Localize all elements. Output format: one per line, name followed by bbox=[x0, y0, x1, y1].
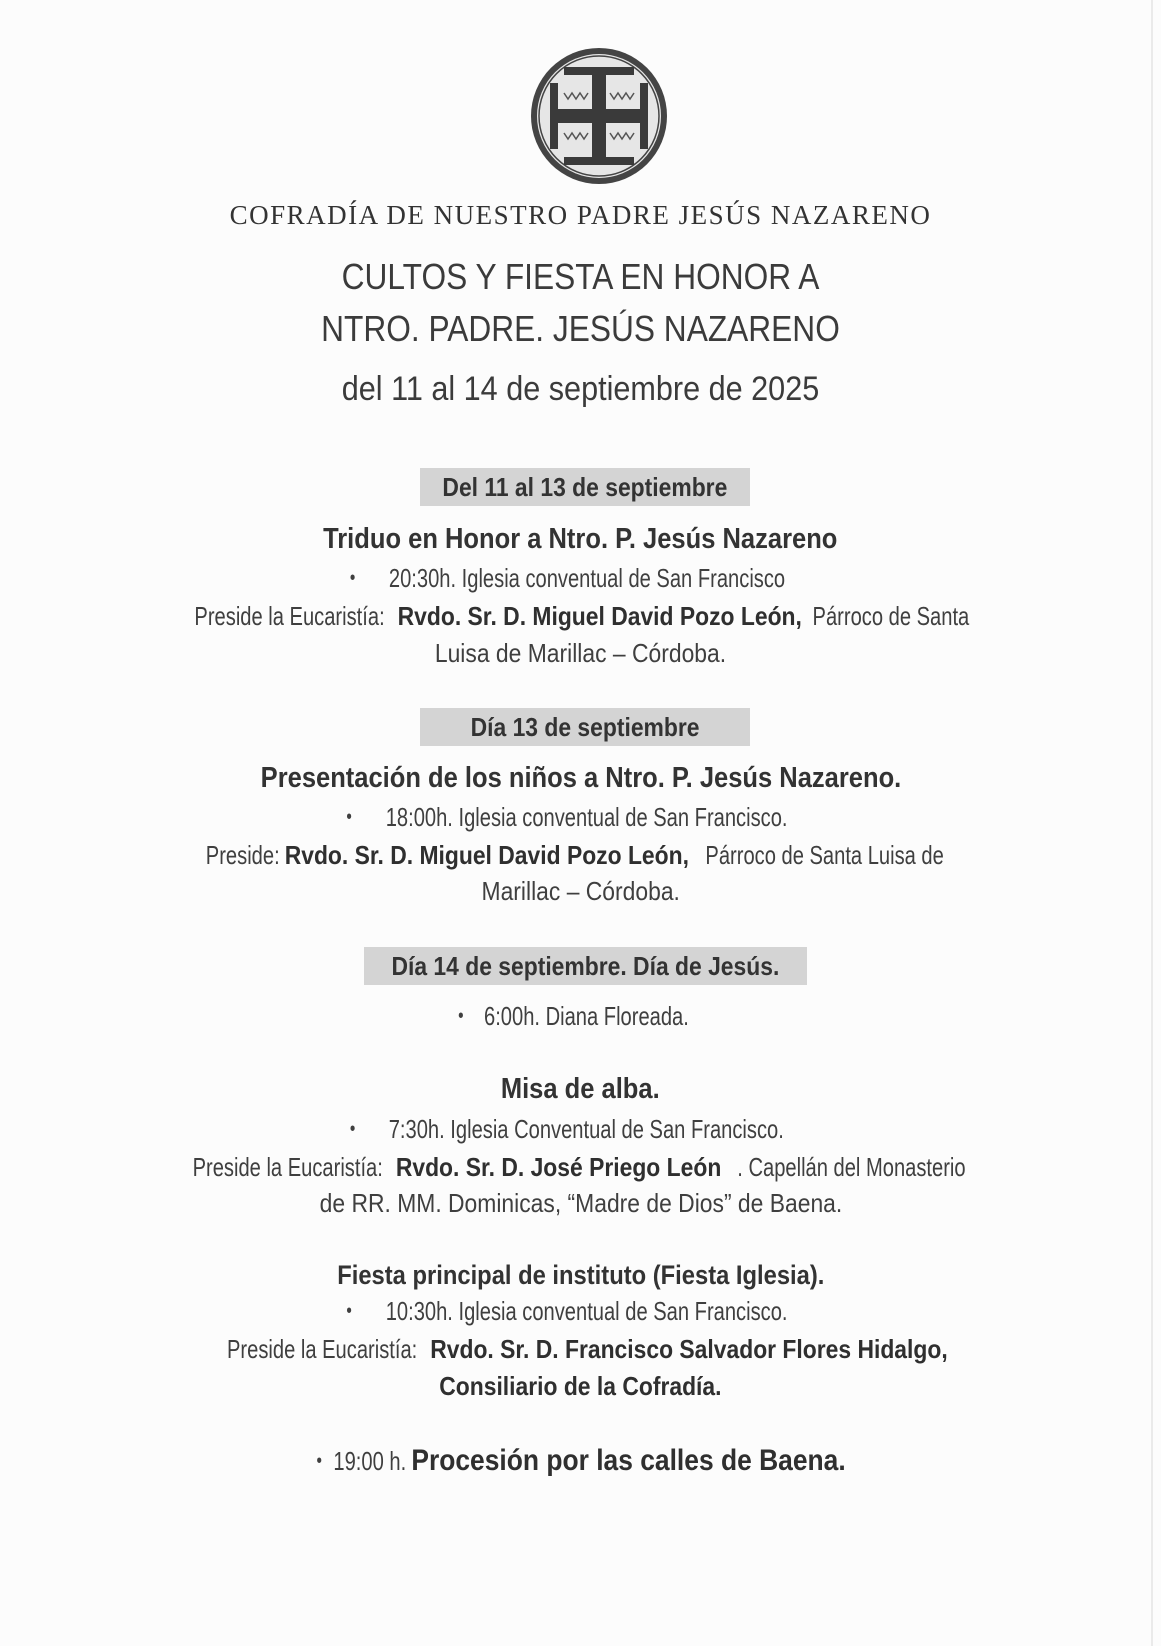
proc-text: Procesión por las calles de Baena. bbox=[410, 1444, 846, 1477]
bullet-icon: • bbox=[350, 1118, 356, 1140]
heading-text: Fiesta principal de instituto (Fiesta Iglesia). bbox=[336, 1260, 825, 1290]
fiesta-time bbox=[0, 1296, 1161, 1327]
triduo-preside-line2 bbox=[0, 638, 1161, 669]
presentacion-preside-line2 bbox=[0, 876, 1161, 907]
preside-line2-text: Marillac – Córdoba. bbox=[481, 876, 680, 906]
preside-line2-text: Consiliario de la Cofradía. bbox=[439, 1371, 722, 1401]
procesion-line bbox=[0, 1444, 1161, 1478]
preside-name: Rvdo. Sr. D. Miguel David Pozo León, bbox=[397, 601, 802, 631]
bullet-icon: • bbox=[346, 1300, 352, 1322]
fiesta-preside bbox=[0, 1334, 1161, 1365]
fiesta-preside-line2 bbox=[0, 1371, 1161, 1402]
time-text: 18:00h. Iglesia conventual de San Francisco. bbox=[385, 802, 788, 832]
preside-label: Preside la Eucaristía: bbox=[192, 1152, 384, 1182]
preside-label: Preside: bbox=[205, 840, 280, 870]
presentacion-heading bbox=[0, 762, 1161, 795]
band-label: Día 13 de septiembre bbox=[470, 712, 700, 742]
cofradia-name: COFRADÍA DE NUESTRO PADRE JESÚS NAZARENO bbox=[229, 200, 932, 230]
preside-name: Rvdo. Sr. D. José Priego León bbox=[396, 1152, 722, 1182]
band-label: Del 11 al 13 de septiembre bbox=[442, 472, 728, 502]
preside-name: Rvdo. Sr. D. Miguel David Pozo León, bbox=[284, 840, 690, 870]
section-band-triduo bbox=[420, 468, 750, 506]
bullet-icon: • bbox=[349, 567, 355, 589]
time-text: 20:30h. Iglesia conventual de San Francisco bbox=[388, 563, 785, 593]
misa-preside-line2 bbox=[0, 1188, 1161, 1219]
heading-text: Misa de alba. bbox=[501, 1073, 660, 1105]
preside-line2-text: de RR. MM. Dominicas, “Madre de Dios” de Baena. bbox=[319, 1188, 842, 1218]
triduo-time bbox=[0, 563, 1161, 594]
preside-name: Rvdo. Sr. D. Francisco Salvador Flores Hidalgo, bbox=[429, 1334, 948, 1364]
preside-rest: Párroco de Santa Luisa de bbox=[705, 840, 944, 870]
misa-time bbox=[0, 1114, 1161, 1145]
page-edge bbox=[1151, 0, 1153, 1646]
preside-rest: . Capellán del Monasterio bbox=[737, 1152, 966, 1182]
preside-line2-text: Luisa de Marillac – Córdoba. bbox=[434, 638, 727, 668]
bullet-icon: • bbox=[346, 806, 352, 828]
fiesta-heading bbox=[0, 1260, 1161, 1291]
preside-label: Preside la Eucaristía: bbox=[194, 601, 385, 631]
diana-text: 6:00h. Diana Floreada. bbox=[484, 1001, 690, 1031]
cross-emblem-icon bbox=[528, 45, 670, 187]
triduo-heading bbox=[0, 523, 1161, 556]
band-label: Día 14 de septiembre. Día de Jesús. bbox=[391, 951, 780, 981]
title-line-1: CULTOS Y FIESTA EN HONOR A bbox=[341, 256, 820, 297]
time-text: 10:30h. Iglesia conventual de San Francisco. bbox=[385, 1296, 788, 1326]
proc-time: 19:00 h. bbox=[333, 1446, 406, 1476]
presentacion-time bbox=[0, 802, 1161, 833]
bullet-icon: • bbox=[458, 1005, 464, 1027]
section-band-dia-jesus bbox=[364, 947, 807, 985]
bullet-icon: • bbox=[316, 1450, 322, 1472]
heading-text: Triduo en Honor a Ntro. P. Jesús Nazareno bbox=[323, 523, 838, 555]
preside-rest: Párroco de Santa bbox=[812, 601, 970, 631]
preside-label: Preside la Eucaristía: bbox=[226, 1334, 417, 1364]
section-band-presentacion bbox=[420, 708, 750, 746]
misa-heading bbox=[0, 1073, 1161, 1106]
misa-preside bbox=[0, 1152, 1161, 1183]
triduo-preside bbox=[0, 601, 1161, 632]
heading-text: Presentación de los niños a Ntro. P. Jesús Nazareno. bbox=[260, 762, 901, 794]
title-line-2: NTRO. PADRE. JESÚS NAZARENO bbox=[321, 308, 840, 349]
presentacion-preside bbox=[0, 840, 1161, 871]
main-dates: del 11 al 14 de septiembre de 2025 bbox=[341, 370, 820, 408]
time-text: 7:30h. Iglesia Conventual de San Francisco. bbox=[389, 1114, 785, 1144]
diana-line bbox=[0, 1001, 1161, 1032]
